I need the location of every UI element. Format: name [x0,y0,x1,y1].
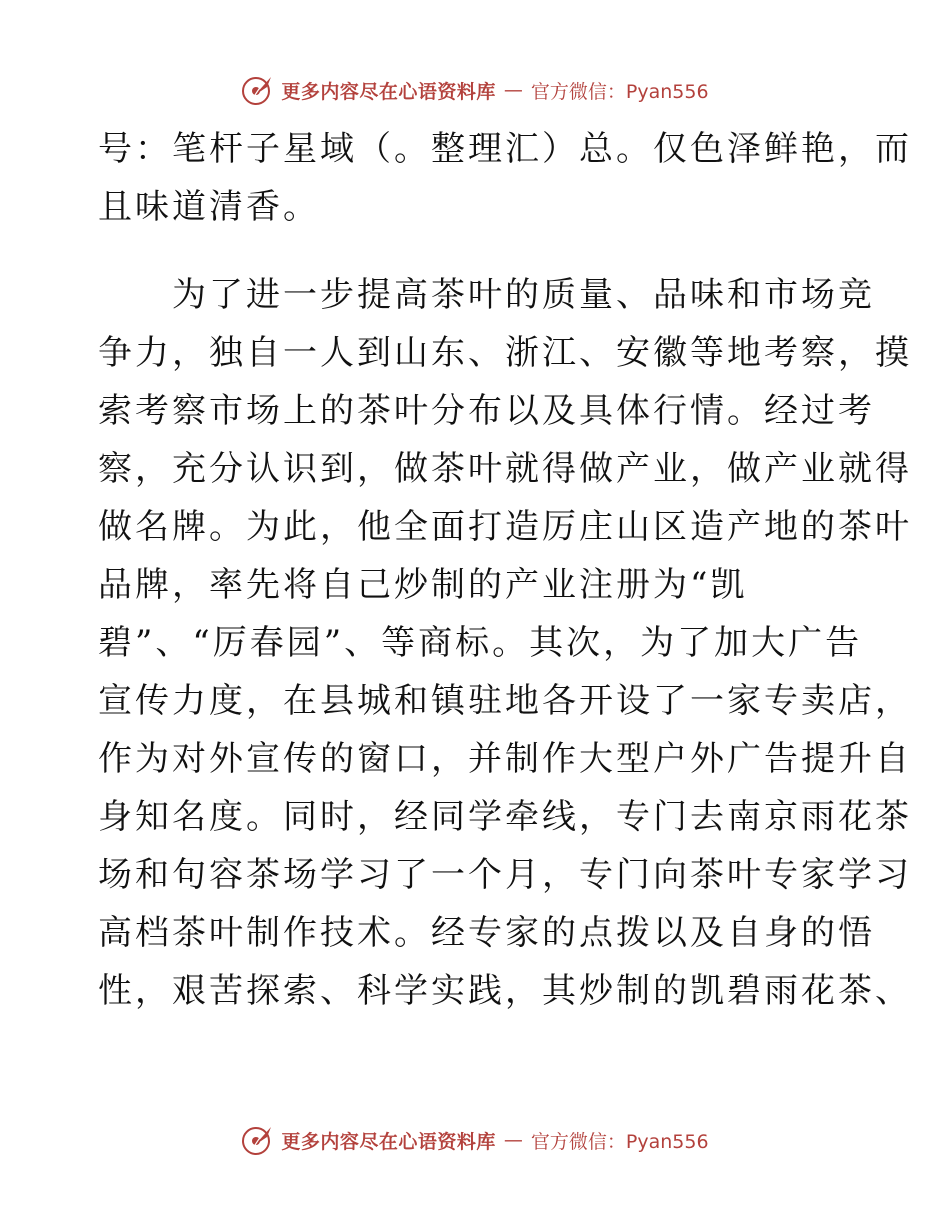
watermark-secondary-text: 官方微信：Pyan556 [530,80,709,103]
text-line: 为了进一步提高茶叶的质量、品味和市场竞 [98,275,875,315]
text-line: 品牌，率先将自己炒制的产业注册为“凯 [98,565,748,605]
watermark-main-text: 更多内容尽在心语资料库 [281,1130,496,1153]
footer-watermark [0,1120,950,1160]
text-line: 作为对外宣传的窗口，并制作大型户外广告提升自 [98,739,912,779]
text-line: 高档茶叶制作技术。经专家的点拨以及自身的悟 [98,913,875,953]
watermark-separator: — [503,79,523,101]
text-line: 且味道清香。 [98,187,320,227]
quill-logo-icon [241,1123,275,1157]
text-line: 号：笔杆子星域（。整理汇）总。仅色泽鲜艳，而 [98,129,912,169]
text-line: 场和句容茶场学习了一个月，专门向茶叶专家学习 [98,855,912,895]
text-line: 性，艰苦探索、科学实践，其炒制的凯碧雨花茶、 [98,971,912,1011]
text-line: 索考察市场上的茶叶分布以及具体行情。经过考 [98,391,875,431]
paragraph-1 [98,120,912,236]
text-line: 察，充分认识到，做茶叶就得做产业，做产业就得 [98,449,912,489]
text-line: 宣传力度，在县城和镇驻地各开设了一家专卖店， [98,681,912,721]
watermark-secondary-text: 官方微信：Pyan556 [530,1130,709,1153]
document-body [98,120,912,1020]
text-line: 碧”、“厉春园”、等商标。其次，为了加大广告 [98,623,863,663]
watermark-main-text: 更多内容尽在心语资料库 [281,80,496,103]
watermark-group [241,1123,708,1157]
watermark-separator: — [503,1129,523,1151]
header-watermark [0,70,950,110]
quill-logo-icon [241,73,275,107]
watermark-group [241,73,708,107]
text-line: 做名牌。为此，他全面打造厉庄山区造产地的茶叶 [98,507,912,547]
paragraph-2 [98,266,912,1020]
text-line: 争力，独自一人到山东、浙江、安徽等地考察，摸 [98,333,912,373]
text-line: 身知名度。同时，经同学牵线，专门去南京雨花茶 [98,797,912,837]
